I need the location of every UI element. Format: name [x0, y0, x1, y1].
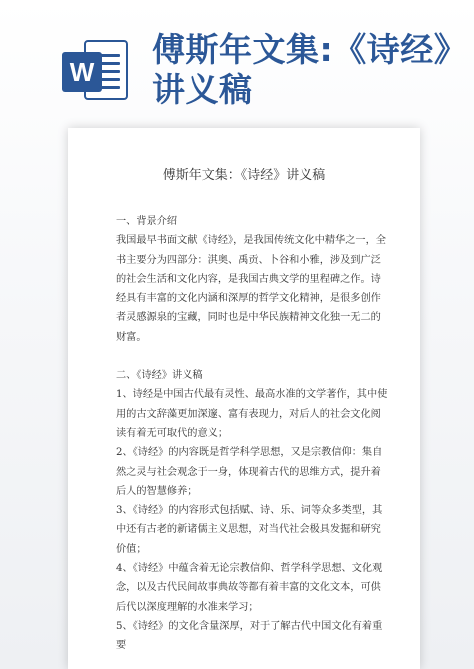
list-item: 4、《诗经》中蕴含着无论宗教信仰、哲学科学思想、文化观念，以及古代民间故事典故等都有着丰富的文化文本，可供后代以深度理解的水准来学习；	[116, 563, 383, 613]
list-item: 5、《诗经》的文化含量深厚，对于了解古代中国文化有着重要	[116, 620, 383, 652]
word-badge-letter: W	[62, 52, 102, 92]
section-heading-lecture: 二、《诗经》讲义稿	[116, 370, 203, 382]
list-item: 3、《诗经》的内容形式包括赋、诗、乐、词等众多类型，其中还有古老的新诸儒主义思想，对当代社会极具发掘和研究价值；	[116, 505, 383, 555]
list-item: 1、诗经是中国古代最有灵性、最高水准的文学著作，其中使用的古文辞藻更加深邃、富有表现力，对后人的社会文化阅读有着无可取代的意义；	[116, 389, 388, 439]
header-banner	[0, 0, 474, 120]
document-title: 傅斯年文集：《诗经》讲义稿	[162, 168, 326, 183]
document-body	[116, 212, 388, 656]
background-paragraph: 我国最早书面文献《诗经》，是我国传统文化中精华之一，全书主要分为四部分：淇奥、禹贡、卜谷和小雅，涉及到广泛的社会生活和文化内容，是我国古典文学的里程碑之作。诗经具有丰富的文化内涵和深厚的哲学文化精神，是很多创作者灵感源泉的宝藏，同时也是中华民族精神文化独一无二的财富。	[116, 235, 386, 343]
word-icon	[62, 40, 132, 102]
paragraph-spacer	[116, 347, 388, 366]
list-item: 2、《诗经》的内容既是哲学科学思想，又是宗教信仰：集自然之灵与社会观念于一身，体现着古代的思维方式，提升着后人的智慧修养；	[116, 447, 383, 497]
document-page	[68, 128, 420, 669]
section-heading-background: 一、背景介绍	[116, 216, 178, 227]
page-title: 傅斯年文集:《诗经》讲义稿	[152, 30, 451, 109]
